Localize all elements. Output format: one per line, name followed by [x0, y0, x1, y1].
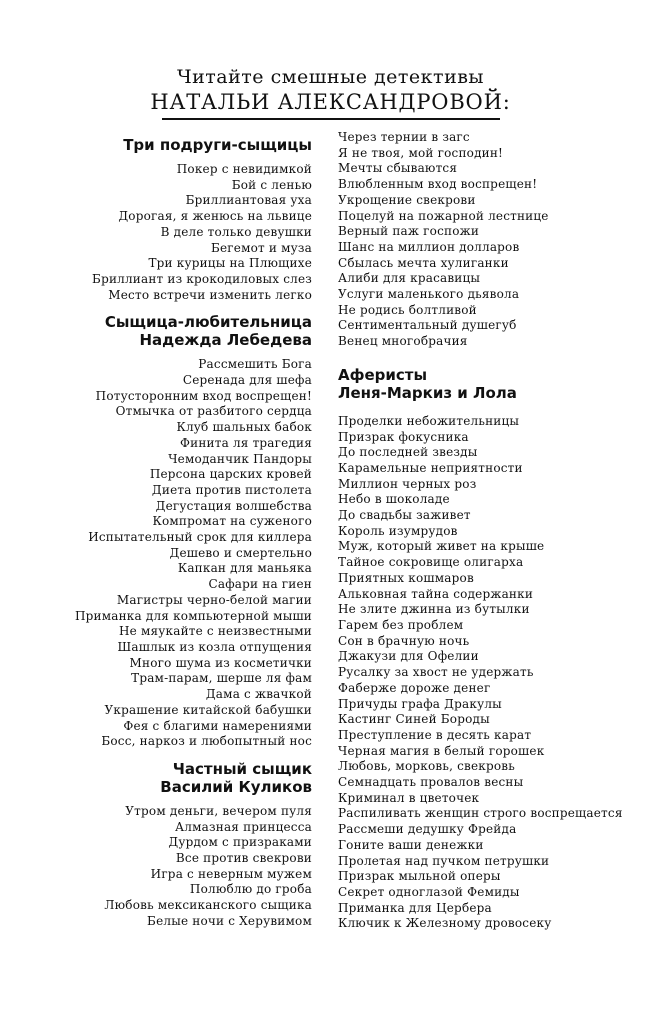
book-title: Русалку за хвост не удержать [338, 665, 534, 680]
book-title: Сбылась мечта хулиганки [338, 255, 509, 270]
book-title: Секрет одноглазой Фемиды [338, 884, 520, 899]
book-title: Испытательный срок для киллера [88, 530, 312, 545]
book-title: Чемоданчик Пандоры [168, 451, 312, 466]
book-title: Серенада для шефа [182, 373, 312, 388]
book-list-continued [338, 130, 628, 350]
book-title: Рассмешить Бога [198, 357, 312, 372]
book-title: Карамельные неприятности [338, 460, 523, 475]
book-title: Не злите джинна из бутылки [338, 602, 530, 617]
book-title: Много шума из косметички [129, 655, 312, 670]
book-title: Не родись болтливой [338, 302, 477, 317]
book-title: Персона царских кровей [149, 467, 312, 482]
book-title: Бриллиант из крокодиловых слез [92, 271, 312, 286]
book-title: Алиби для красавицы [338, 271, 481, 286]
book-title: Алмазная принцесса [175, 819, 312, 834]
book-title: Услуги маленького дьявола [338, 287, 520, 302]
book-title: Ключик к Железному дровосеку [338, 916, 552, 931]
book-title: Не мяукайте с неизвестными [118, 624, 312, 639]
book-title: Укрощение свекрови [338, 192, 476, 207]
book-title: Дурдом с призраками [168, 835, 312, 850]
book-title: Дама с жвачкой [205, 687, 312, 702]
book-title: Венец многобрачия [338, 334, 468, 349]
book-title: Причуды графа Дракулы [338, 696, 502, 711]
book-title: Полюблю до гроба [189, 882, 312, 897]
book-title: Миллион черных роз [338, 476, 477, 491]
book-title: Влюбленным вход воспрещен! [338, 177, 538, 192]
book-title: Любовь мексиканского сыщика [104, 898, 312, 913]
book-title: До свадьбы заживет [338, 508, 471, 523]
book-list-nadezhda [40, 357, 312, 750]
header-rule [162, 118, 500, 120]
book-title: Кастинг Синей Бороды [338, 712, 490, 727]
book-title: Покер с невидимкой [176, 162, 312, 176]
book-title: Криминал в цветочек [338, 790, 480, 805]
book-title: Клуб шальных бабок [176, 420, 312, 435]
book-title: Отмычка от разбитого сердца [115, 404, 312, 419]
series-title-aferisty-line2: Леня-Маркиз и Лола [338, 383, 517, 402]
series-title-kulikov-line2: Василий Куликов [160, 777, 312, 796]
book-title: Капкан для маньяка [177, 561, 312, 576]
book-title: Муж, который живет на крыше [338, 539, 545, 554]
book-title: Сентиментальный душегуб [338, 318, 517, 333]
book-title: Преступление в десять карат [338, 727, 532, 742]
book-title: Поцелуй на пожарной лестнице [338, 208, 549, 223]
book-title: Дегустация волшебства [155, 498, 312, 513]
book-title: Шашлык из козла отпущения [117, 639, 312, 654]
series-title-kulikov-line1: Частный сыщик [172, 759, 312, 778]
book-title: Небо в шоколаде [338, 492, 450, 507]
book-title: Фаберже дороже денег [338, 680, 491, 695]
book-list-kulikov [40, 804, 312, 930]
book-title: Через тернии в загс [338, 130, 470, 144]
book-title: Фея с благими намерениями [123, 718, 312, 733]
book-title: Верный паж госпожи [338, 224, 480, 239]
book-title: Потусторонним вход воспрещен! [95, 388, 312, 403]
book-title: Приманка для компьютерной мыши [74, 608, 312, 623]
series-title-tri-podrugi: Три подруги-сыщицы [123, 136, 312, 154]
book-title: Бегемот и муза [210, 240, 312, 255]
book-title: Дорогая, я женюсь на львице [118, 209, 312, 224]
left-column [40, 130, 312, 930]
book-title: Белые ночи с Херувимом [147, 913, 312, 928]
book-title: Я не твоя, мой господин! [338, 145, 504, 160]
book-title: Джакузи для Офелии [338, 649, 479, 664]
book-title: Трам-парам, шерше ля фам [131, 671, 312, 686]
book-title: Черная магия в белый горошек [338, 743, 545, 758]
book-title: Финита ля трагедия [180, 435, 312, 450]
book-title: Бриллиантовая уха [185, 193, 312, 208]
book-title: Дешево и смертельно [169, 545, 312, 560]
book-title: Украшение китайской бабушки [104, 702, 312, 717]
book-title: Компромат на суженого [152, 514, 312, 529]
book-title: Сафари на гиен [208, 577, 312, 592]
series-title-nadezhda-line1: Сыщица-любительница [104, 313, 312, 332]
book-title: Босс, наркоз и любопытный нос [101, 734, 312, 749]
book-title: Пролетая над пучком петрушки [338, 853, 550, 868]
book-title: Приманка для Цербера [338, 900, 492, 915]
book-title: Магистры черно-белой магии [116, 592, 312, 607]
book-title: Утром деньги, вечером пуля [125, 803, 312, 818]
book-title: Три курицы на Плющихе [148, 256, 312, 271]
book-title: Бой с ленью [231, 177, 312, 192]
right-column [338, 130, 628, 932]
book-title: Проделки небожительницы [338, 413, 520, 428]
book-title: Распиливать женщин строго воспрещается [338, 806, 623, 821]
book-list-tri-podrugi [40, 162, 312, 303]
book-title: Игра с неверным мужем [150, 866, 312, 881]
book-list-aferisty [338, 414, 628, 932]
author-name: НАТАЛЬИ АЛЕКСАНДРОВОЙ: [150, 90, 511, 114]
book-title: Гоните ваши денежки [338, 837, 484, 852]
book-title: Призрак фокусника [338, 429, 469, 444]
book-title: Все против свекрови [175, 851, 312, 866]
book-title: Рассмеши дедушку Фрейда [338, 822, 517, 837]
book-title: Альковная тайна содержанки [338, 586, 534, 601]
series-title-nadezhda-line2: Надежда Лебедева [139, 331, 312, 350]
book-title: Мечты сбываются [338, 161, 458, 176]
book-title: Любовь, морковь, свекровь [338, 759, 515, 774]
book-title: Диета против пистолета [151, 482, 312, 497]
book-title: В деле только девушки [160, 224, 312, 239]
book-title: Шанс на миллион долларов [338, 239, 520, 254]
book-title: Тайное сокровище олигарха [338, 555, 524, 570]
book-title: Семнадцать провалов весны [338, 775, 524, 790]
book-title: Призрак мыльной оперы [338, 869, 501, 884]
book-title: До последней звезды [338, 445, 478, 460]
header-subtitle: Читайте смешные детективы [176, 66, 485, 88]
book-title: Приятных кошмаров [338, 570, 474, 585]
book-title: Король изумрудов [338, 523, 458, 538]
book-title: Гарем без проблем [338, 617, 464, 632]
book-title: Сон в брачную ночь [338, 633, 470, 648]
book-title: Место встречи изменить легко [108, 287, 312, 302]
series-title-aferisty-line1: Аферисты [338, 365, 428, 384]
